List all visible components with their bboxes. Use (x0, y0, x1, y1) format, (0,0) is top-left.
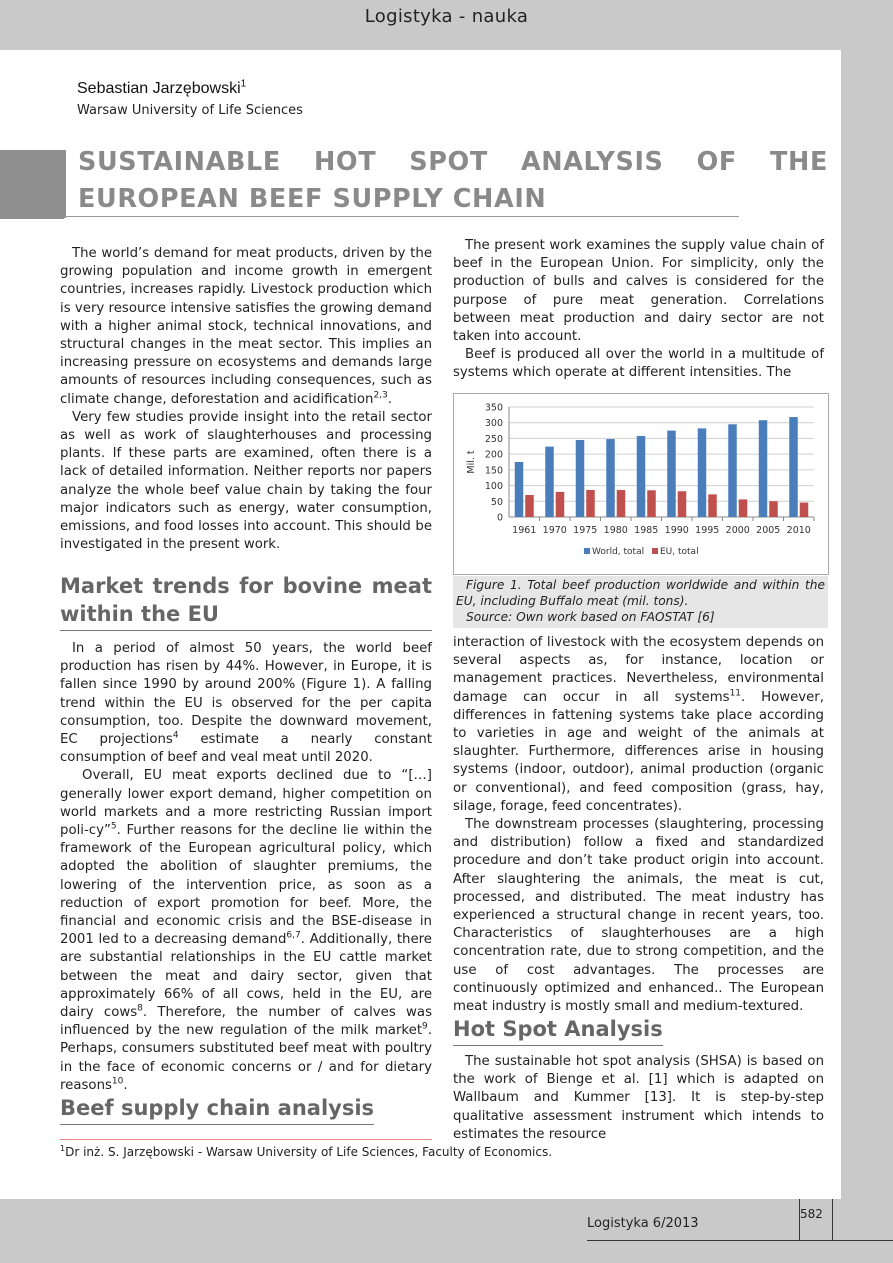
paragraph: interaction of livestock with the ecosystem depends on several aspects as, for instance, location or management practices. Nevertheless, environmental damage can occur in all systems$^{11}$. However, differences in fattening systems take place according to varieties in age and weight of the animals at slaughter. Furthermore, differences arise in housing systems (indoor, outdoor), animal production (organic or conventional), and feed composition (grass, hay, silage, forage, feed concentrates). (453, 635, 825, 814)
title-accent-block (0, 150, 64, 219)
x-tick-label: 1980 (603, 525, 628, 536)
paper-title: SUSTAINABLE HOT SPOT ANALYSIS OF THE EUROPEAN BEEF SUPPLY CHAIN (78, 147, 828, 214)
bar-world (576, 440, 585, 517)
bar-world (606, 439, 615, 517)
bar-world (667, 431, 676, 517)
x-tick-label: 2005 (756, 525, 781, 536)
legend-swatch (584, 548, 590, 554)
figure-chart (453, 393, 829, 575)
left-column-intro (60, 245, 432, 554)
bar-eu (647, 490, 656, 517)
y-tick-label: 100 (484, 481, 503, 493)
bar-world (515, 462, 524, 517)
paragraph: The sustainable hot spot analysis (SHSA) is based on the work of Bienge et al. [1] which is adapted on Wallbaum and Kummer [13]. It is step-by-step qualitative assessment instrument which intends to estimates the resource (453, 1054, 824, 1142)
legend-label: EU, total (660, 547, 699, 557)
bar-world (698, 428, 707, 517)
bar-eu (739, 499, 748, 517)
bar-world (789, 417, 798, 517)
paragraph: The present work examines the supply value chain of beef in the European Union. For simplicity, only the production of bulls and calves is considered for the purpose of pure meat generation. Correlations between meat production and dairy sector are not taken into account. (453, 238, 824, 345)
title-rule (64, 216, 739, 217)
bar-eu (708, 494, 717, 517)
footer-rule (587, 1240, 893, 1241)
bar-eu (678, 491, 687, 517)
heading-hot-spot: Hot Spot Analysis (453, 1015, 663, 1046)
legend-swatch (652, 548, 658, 554)
x-tick-label: 2010 (786, 525, 811, 536)
footer-journal: Logistyka 6/2013 (587, 1216, 699, 1231)
x-tick-label: 1990 (664, 525, 689, 536)
figure-caption (453, 576, 828, 628)
bar-eu (525, 495, 534, 517)
x-tick-label: 1961 (512, 525, 537, 536)
y-axis-label: Mil. t (466, 450, 477, 474)
y-tick-label: 200 (484, 449, 503, 461)
bar-eu (769, 501, 778, 517)
caption-text: Figure 1. Total beef production worldwide and within the EU, including Buffalo meat (mil. tons). (456, 578, 825, 608)
right-column-top (453, 237, 824, 383)
x-tick-label: 1985 (634, 525, 659, 536)
paragraph: The downstream processes (slaughtering, processing and distribution) follow a fixed and standardized procedure and don’t take product origin into account. After slaughtering the animals, the meat is cut, processed, and distributed. The meat industry has experienced a structural change in recent years, too. Characteristics of slaughterhouses are a high concentration rate, due to strong competition, and the use of cost advantages. The processes are continuously optimized and enhanced.. The European meat industry is mostly small and medium-textured. (453, 817, 824, 1015)
bar-world (759, 420, 768, 517)
y-tick-label: 0 (496, 512, 503, 524)
footnote: $^1$Dr inż. S. Jarzębowski - Warsaw University of Life Sciences, Faculty of Economics. (60, 1144, 553, 1159)
x-tick-label: 1975 (573, 525, 598, 536)
y-tick-label: 50 (490, 496, 503, 508)
right-column-mid (453, 634, 824, 1016)
paragraph: Very few studies provide insight into the retail sector as well as work of slaughterhouses and processing plants. If these parts are examined, often there is a lack of detailed information. Neither reports nor papers analyze the whole beef value chain by taking the four major indicators such as energy, water consumption, emissions, and food losses into account. This should be investigated in the present work. (60, 409, 432, 553)
page-number: 582 (800, 1207, 823, 1221)
bar-eu (800, 503, 809, 517)
bar-chart (454, 394, 828, 574)
bar-eu (617, 490, 626, 517)
paragraph: In a period of almost 50 years, the world beef production has risen by 44%. However, in Europe, it is fallen since 1990 by around 200% (Figure 1). A falling trend within the EU is observed for the per capita consumption, too. Despite the downward movement, EC projections$^4$ estimate a nearly constant consumption of beef and veal meat until 2020. (60, 641, 432, 766)
bar-eu (586, 490, 595, 517)
author-name: Sebastian Jarzębowski$^1$ (77, 78, 247, 97)
y-tick-label: 250 (484, 433, 503, 445)
paragraph: Overall, EU meat exports declined due to “[…] generally lower export demand, higher competition on world markets and a more restricting Russian import poli-cy”$^5$. Further reasons for the decline lie within the framework of the European agricultural policy, which adopted the abolition of slaughter premiums, the lowering of the intervention price, as soon as a reduction of export promotion for beef. More, the financial and economic crisis and the BSE-disease in 2001 led to a decreasing demand$^{6,7}$. Additionally, there are substantial relationships in the EU cattle market between the meat and dairy sector, given that approximately 66% of all cows, held in the EU, are dairy cows$^8$. Therefore, the number of calves was influenced by the new regulation of the milk market$^9$. Perhaps, consumers substituted beef meat with poultry in the face of economic concerns or / and for dietary reasons$^{10}$. (60, 768, 432, 1093)
author-affiliation: Warsaw University of Life Sciences (77, 103, 303, 118)
footnote-rule (60, 1139, 432, 1140)
caption-source: Source: Own work based on FAOSTAT [6] (466, 610, 715, 624)
heading-supply-chain: Beef supply chain analysis (60, 1094, 374, 1125)
title-accent-bar (64, 150, 66, 218)
heading-market-trends: Market trends for bovine meat within the EU (60, 572, 432, 631)
x-tick-label: 1995 (695, 525, 720, 536)
right-column-bottom (453, 1053, 824, 1144)
x-tick-label: 1970 (542, 525, 567, 536)
bar-eu (556, 492, 565, 517)
bar-world (545, 447, 554, 517)
x-tick-label: 2000 (725, 525, 750, 536)
paragraph: The world’s demand for meat products, driven by the growing population and income growth in emergent countries, increases rapidly. Livestock production which is very resource intensive satisfies the growing demand with a higher animal stock, technical innovations, and structural changes in the meat sector. This implies an increasing pressure on ecosystems and demands large amounts of resources including consequences, such as climate change, deforestation and acidification$^{2,3}$. (60, 246, 432, 407)
running-header: Logistyka - nauka (364, 6, 529, 27)
left-column-market (60, 640, 432, 1095)
y-tick-label: 350 (484, 402, 503, 414)
bar-world (728, 424, 737, 517)
legend-label: World, total (592, 547, 645, 557)
bar-world (637, 436, 646, 517)
y-tick-label: 300 (484, 418, 503, 430)
paragraph: Beef is produced all over the world in a multitude of systems which operate at different intensities. The (453, 347, 824, 381)
y-tick-label: 150 (484, 465, 503, 477)
